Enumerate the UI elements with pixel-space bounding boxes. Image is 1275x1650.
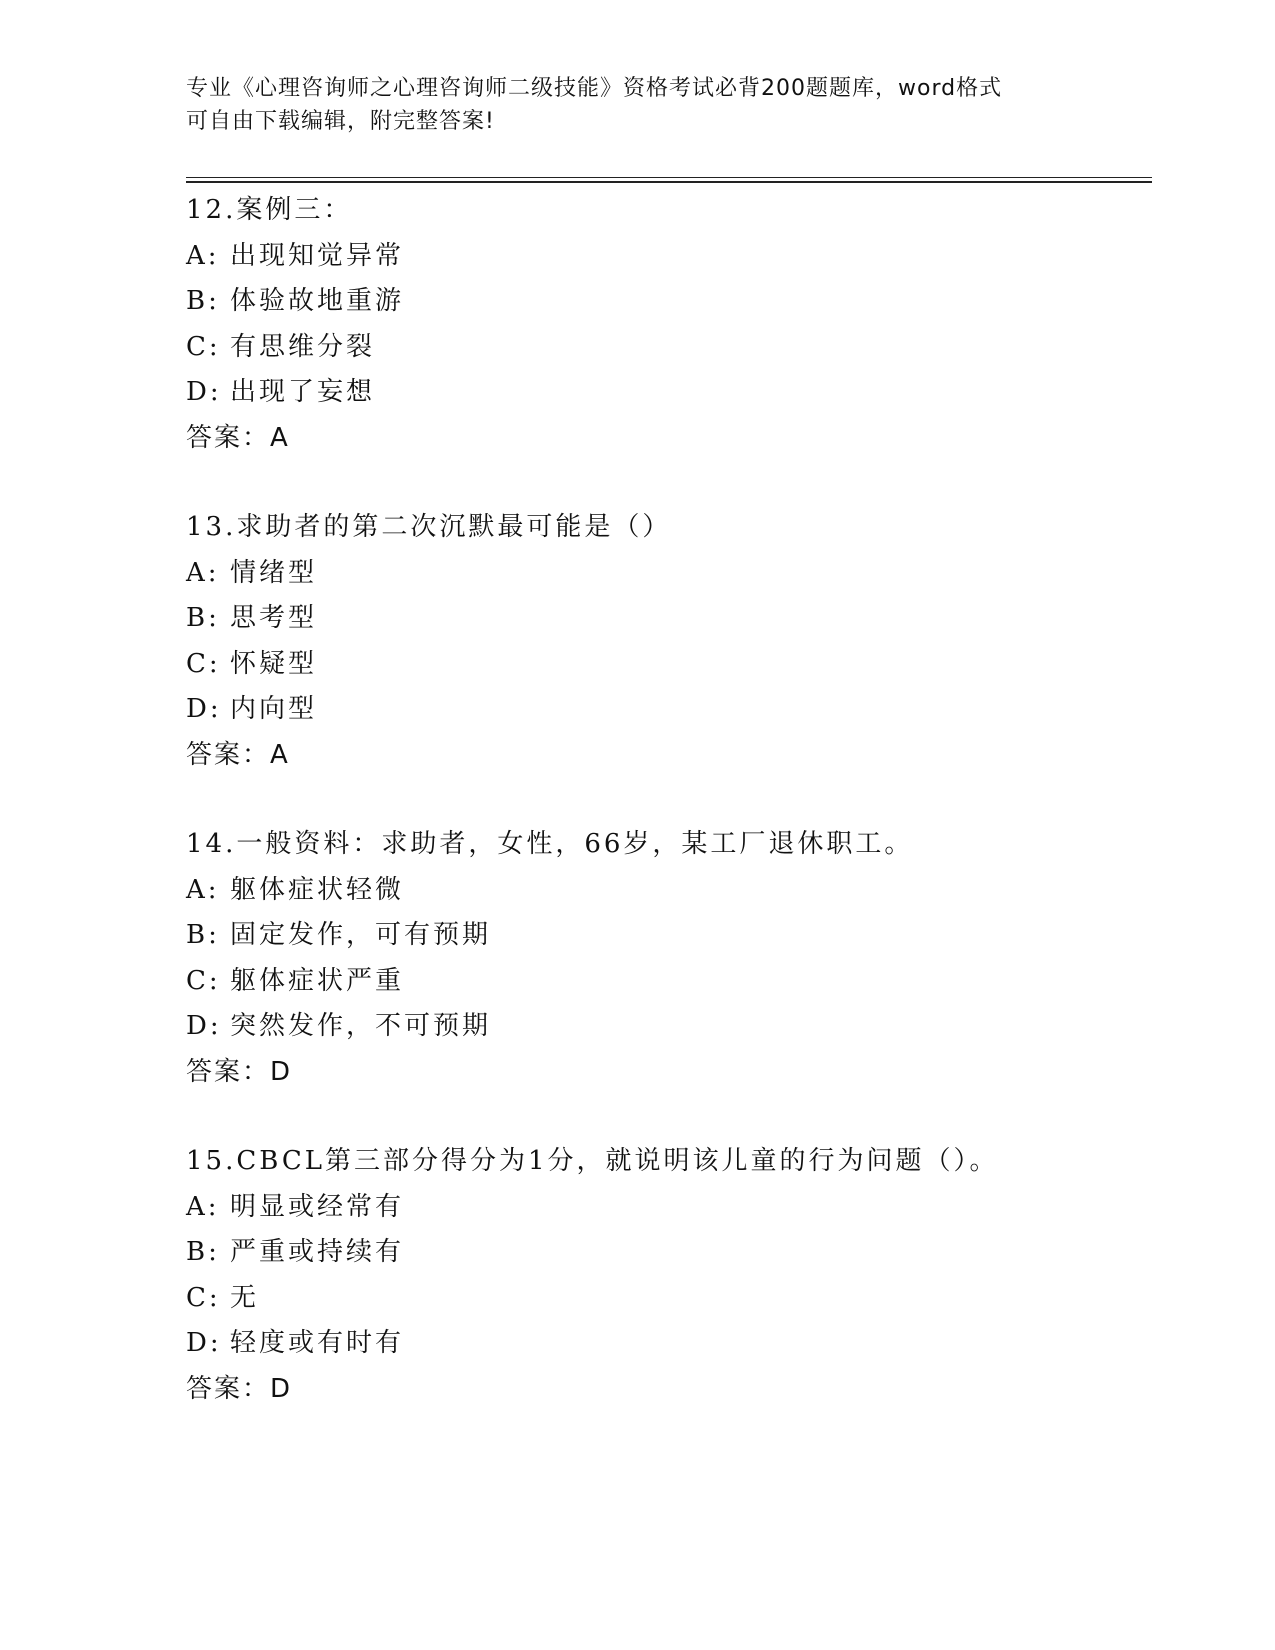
- option-label: A:: [186, 1191, 220, 1222]
- answer-line: 答案：A: [186, 739, 290, 770]
- option-text: 严重或持续有: [230, 1237, 405, 1267]
- option-c: [186, 959, 1152, 1005]
- option-text: 明显或经常有: [230, 1191, 405, 1222]
- question-stem: 15.CBCL第三部分得分为1分，就说明该儿童的行为问题（）。: [186, 1146, 999, 1176]
- question-stem: 12.案例三：: [186, 195, 353, 225]
- option-b: [186, 596, 1152, 642]
- option-d: [186, 370, 1152, 416]
- option-text: 轻度或有时有: [230, 1328, 405, 1358]
- option-label: D:: [186, 1328, 222, 1358]
- answer-line: 答案：D: [186, 1373, 293, 1404]
- option-label: A:: [186, 240, 220, 271]
- question-14: [186, 822, 1152, 1095]
- option-text: 出现知觉异常: [230, 240, 405, 271]
- option-label: C:: [186, 1282, 221, 1313]
- document-header: [186, 72, 1066, 138]
- option-text: 出现了妄想: [230, 377, 376, 407]
- option-label: A:: [186, 874, 220, 905]
- option-label: D:: [186, 1011, 222, 1041]
- question-list: [186, 188, 1152, 1456]
- header-title-line-1: 专业《心理咨询师之心理咨询师二级技能》资格考试必背200题题库，word格式: [186, 76, 1003, 101]
- question-13: [186, 505, 1152, 778]
- option-b: [186, 1230, 1152, 1276]
- option-label: D:: [186, 377, 222, 407]
- option-label: C:: [186, 648, 221, 679]
- option-label: A:: [186, 557, 220, 588]
- option-text: 怀疑型: [230, 648, 318, 679]
- option-text: 固定发作，可有预期: [230, 920, 492, 950]
- question-15: [186, 1139, 1152, 1412]
- option-text: 体验故地重游: [230, 286, 405, 316]
- option-a: [186, 234, 1152, 280]
- header-title-line-2: 可自由下载编辑，附完整答案!: [186, 109, 495, 134]
- option-text: 内向型: [230, 694, 318, 724]
- option-text: 无: [230, 1282, 260, 1313]
- option-label: D:: [186, 694, 222, 724]
- option-label: B:: [186, 920, 220, 950]
- header-divider-thick: [186, 181, 1152, 183]
- header-divider-thin: [186, 177, 1152, 178]
- option-a: [186, 551, 1152, 597]
- option-d: [186, 1321, 1152, 1367]
- option-text: 有思维分裂: [230, 331, 376, 362]
- option-text: 突然发作，不可预期: [230, 1011, 492, 1041]
- option-text: 躯体症状严重: [230, 965, 405, 996]
- option-d: [186, 1004, 1152, 1050]
- question-12: [186, 188, 1152, 461]
- option-c: [186, 642, 1152, 688]
- option-c: [186, 325, 1152, 371]
- option-label: B:: [186, 1237, 220, 1267]
- option-c: [186, 1276, 1152, 1322]
- question-stem: 13.求助者的第二次沉默最可能是（）: [186, 512, 672, 542]
- option-text: 情绪型: [230, 557, 318, 588]
- option-d: [186, 687, 1152, 733]
- option-label: C:: [186, 965, 221, 996]
- option-label: B:: [186, 286, 220, 316]
- option-label: C:: [186, 331, 221, 362]
- option-text: 躯体症状轻微: [230, 874, 405, 905]
- option-a: [186, 868, 1152, 914]
- option-a: [186, 1185, 1152, 1231]
- answer-line: 答案：D: [186, 1056, 293, 1087]
- option-b: [186, 913, 1152, 959]
- answer-line: 答案：A: [186, 422, 290, 453]
- option-b: [186, 279, 1152, 325]
- option-label: B:: [186, 603, 220, 633]
- option-text: 思考型: [230, 603, 318, 633]
- question-stem: 14.一般资料：求助者，女性，66岁，某工厂退休职工。: [186, 829, 914, 859]
